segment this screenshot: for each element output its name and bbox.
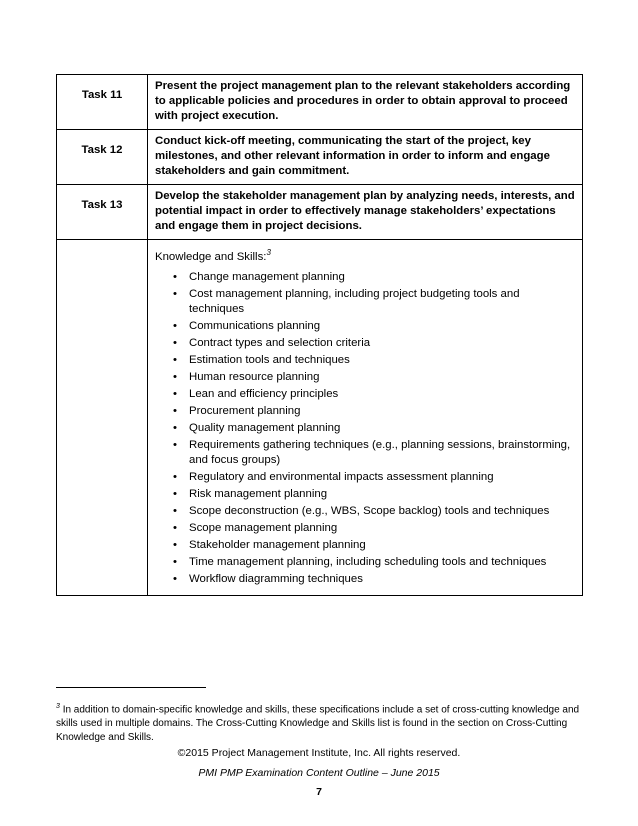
list-item [173, 404, 576, 419]
task-table [56, 74, 583, 596]
knowledge-skills-list [155, 270, 576, 587]
bullet-icon: • [173, 370, 177, 383]
footnote-text: In addition to domain-specific knowledge and skills, these specifications include a set of cross-cutting knowledge and skills used in multiple domains. The Cross-Cutting Knowledge and Skills list is found in the section on Cross-Cutting Knowledge and Skills. [56, 704, 580, 743]
knowledge-skills-cell [148, 240, 583, 596]
footnote [56, 700, 586, 744]
bullet-icon: • [173, 270, 177, 283]
list-item-text: Human resource planning [189, 370, 320, 383]
list-item-text: Time management planning, including scheduling tools and techniques [189, 555, 547, 568]
list-item [173, 287, 576, 317]
empty-label-cell [57, 240, 148, 596]
bullet-icon: • [173, 538, 177, 551]
list-item [173, 353, 576, 368]
task-description: Conduct kick-off meeting, communicating the start of the project, key milestones, and other relevant information in order to inform and engage stakeholders and gain commitment. [148, 130, 583, 185]
list-item-text: Workflow diagramming techniques [189, 572, 363, 585]
table-row [57, 185, 583, 240]
list-item-text: Procurement planning [189, 404, 301, 417]
bullet-icon: • [173, 287, 177, 300]
footnote-reference: 3 [266, 248, 271, 257]
list-item [173, 270, 576, 285]
list-item [173, 370, 576, 385]
bullet-icon: • [173, 555, 177, 568]
task-label: Task 12 [57, 130, 148, 185]
list-item-text: Communications planning [189, 319, 321, 332]
list-item-text: Cost management planning, including project budgeting tools and techniques [189, 287, 520, 315]
list-item-text: Lean and efficiency principles [189, 387, 339, 400]
bullet-icon: • [173, 521, 177, 534]
task-label: Task 13 [57, 185, 148, 240]
copyright-notice: ©2015 Project Management Institute, Inc. All rights reserved. [177, 747, 461, 759]
bullet-icon: • [173, 404, 177, 417]
list-item-text: Quality management planning [189, 421, 341, 434]
bullet-icon: • [173, 572, 177, 585]
knowledge-skills-title: Knowledge and Skills: [155, 250, 267, 263]
bullet-icon: • [173, 504, 177, 517]
knowledge-row [57, 240, 583, 596]
list-item [173, 555, 576, 570]
footnote-divider [56, 687, 206, 688]
list-item-text: Contract types and selection criteria [189, 336, 371, 349]
list-item [173, 319, 576, 334]
list-item [173, 487, 576, 502]
list-item-text: Risk management planning [189, 487, 328, 500]
table-row [57, 130, 583, 185]
footnote-number: 3 [56, 703, 60, 710]
bullet-icon: • [173, 336, 177, 349]
list-item [173, 521, 576, 536]
list-item-text: Requirements gathering techniques (e.g., planning sessions, brainstorming, and focus groups) [189, 438, 571, 466]
list-item-text: Stakeholder management planning [189, 538, 366, 551]
list-item-text: Change management planning [189, 270, 345, 283]
table-row [57, 75, 583, 130]
bullet-icon: • [173, 487, 177, 500]
task-label: Task 11 [57, 75, 148, 130]
list-item [173, 421, 576, 436]
bullet-icon: • [173, 319, 177, 332]
list-item-text: Scope deconstruction (e.g., WBS, Scope backlog) tools and techniques [189, 504, 550, 517]
list-item [173, 438, 576, 468]
list-item [173, 538, 576, 553]
bullet-icon: • [173, 387, 177, 400]
task-description: Develop the stakeholder management plan by analyzing needs, interests, and potential impact in order to effectively manage stakeholders’ expectations and engage them in project decisions. [148, 185, 583, 240]
list-item [173, 387, 576, 402]
list-item-text: Regulatory and environmental impacts assessment planning [189, 470, 494, 483]
page-number: 7 [316, 786, 322, 798]
document-subtitle: PMI PMP Examination Content Outline – June 2015 [198, 767, 440, 779]
knowledge-skills-heading [155, 245, 576, 265]
bullet-icon: • [173, 438, 177, 451]
task-description: Present the project management plan to the relevant stakeholders according to applicable policies and procedures in order to obtain approval to proceed with project execution. [148, 75, 583, 130]
list-item [173, 572, 576, 587]
bullet-icon: • [173, 353, 177, 366]
list-item-text: Estimation tools and techniques [189, 353, 350, 366]
list-item [173, 504, 576, 519]
list-item-text: Scope management planning [189, 521, 338, 534]
bullet-icon: • [173, 470, 177, 483]
list-item [173, 336, 576, 351]
list-item [173, 470, 576, 485]
bullet-icon: • [173, 421, 177, 434]
